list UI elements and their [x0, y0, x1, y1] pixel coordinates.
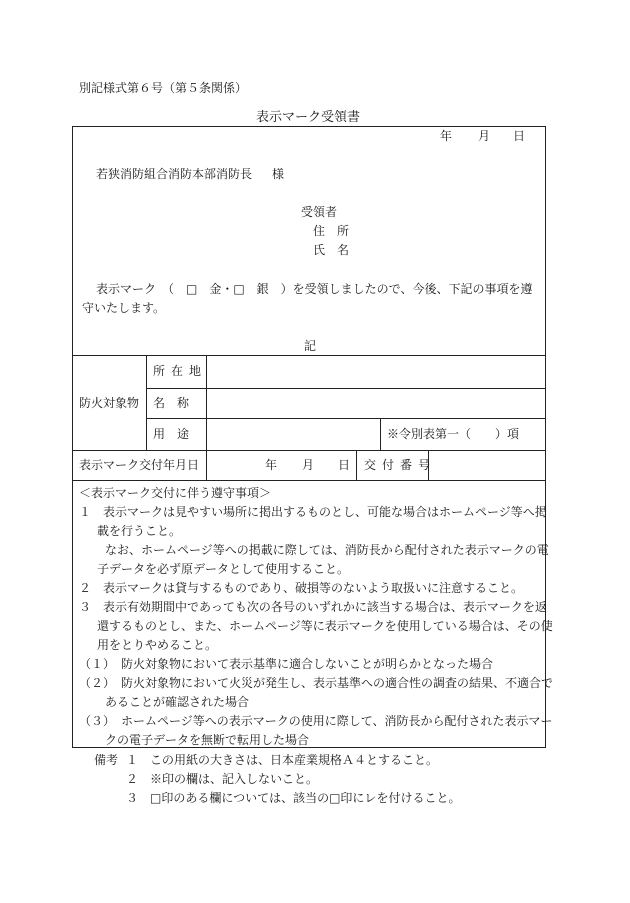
- frame-right: [545, 126, 546, 748]
- rule-line: なお、ホームページ等への掲載に際しては、消防長から配付された表示マークの電: [105, 543, 549, 557]
- date-year: 年: [440, 129, 453, 143]
- ki-label: 記: [304, 339, 317, 353]
- table-row-line-3: [72, 450, 546, 451]
- honorific: 様: [272, 167, 285, 181]
- use-label: 用 途: [153, 427, 190, 441]
- rule-line: クの電子データを無断で転用した場合: [105, 733, 310, 747]
- use-note: ※令別表第一（ ）項: [387, 427, 520, 441]
- statement-line-1: 表示マーク （ □ 金・□ 銀 ）を受領しましたので、今後、下記の事項を遵: [96, 282, 533, 296]
- rule-line: あることが確認された場合: [105, 695, 250, 709]
- rules-header: ＜表示マーク交付に伴う遵守事項＞: [79, 486, 272, 500]
- rule-line: 還するものとし、また、ホームページ等に表示マークを使用している場合は、その使: [97, 619, 553, 633]
- receiver-address-label: 住 所: [313, 224, 350, 238]
- table-col-line-4: [380, 418, 381, 450]
- issue-date-label: 表示マーク交付年月日: [79, 458, 200, 472]
- statement-line-2: 守いたします。: [82, 301, 166, 315]
- notes-label: 備考: [94, 753, 119, 767]
- issue-date-month: 月: [302, 458, 315, 472]
- location-label: 所在地: [153, 364, 208, 378]
- issue-date-year: 年: [265, 458, 278, 472]
- table-col-line-3: [356, 450, 357, 480]
- frame-left: [72, 126, 73, 748]
- rule-line: ３ 表示有効期間中であっても次の各号のいずれかに該当する場合は、表示マークを返: [79, 600, 547, 614]
- addressee: 若狭消防組合消防本部消防長: [96, 167, 253, 181]
- rule-line: 用をとりやめること。: [97, 638, 218, 652]
- rule-line: 子データを必ず原データとして使用すること。: [97, 562, 350, 576]
- issue-number-label: 交付番号: [364, 458, 437, 472]
- rule-line: （２） 防火対象物において火災が発生し、表示基準への適合性の調査の結果、不適合で: [79, 676, 554, 690]
- frame-top: [72, 126, 546, 127]
- rule-line: （３） ホームページ等への表示マークの使用に際して、消防長から配付された表示マー: [79, 714, 553, 728]
- form-id: 別記様式第６号（第５条関係）: [79, 81, 248, 95]
- date-month: 月: [478, 129, 491, 143]
- note-item: ３ □印のある欄については、該当の□印にレを付けること。: [126, 791, 461, 805]
- receiver-label: 受領者: [301, 205, 338, 219]
- table-col-line-1: [146, 355, 147, 450]
- frame-bottom: [72, 747, 546, 748]
- rule-line: １ 表示マークは見やすい場所に掲出するものとし、可能な場合はホームページ等へ掲: [79, 505, 547, 519]
- receiver-name-label: 氏 名: [313, 243, 350, 257]
- name-label: 名 称: [153, 396, 190, 410]
- note-item: ２ ※印の欄は、記入しないこと。: [126, 772, 319, 786]
- rule-line: ２ 表示マークは貸与するものであり、破損等のないよう取扱いに注意すること。: [79, 581, 524, 595]
- issue-date-day: 日: [338, 458, 351, 472]
- form-title: 表示マーク受領書: [256, 110, 361, 125]
- table-top-line: [72, 355, 546, 356]
- rule-line: （１） 防火対象物において表示基準に適合しないことが明らかとなった場合: [79, 657, 494, 671]
- note-item: １ この用紙の大きさは、日本産業規格Ａ４とすること。: [126, 753, 439, 767]
- table-bottom-line: [72, 480, 546, 481]
- date-day: 日: [513, 129, 526, 143]
- fire-object-label: 防火対象物: [79, 396, 140, 410]
- rule-line: 載を行うこと。: [97, 524, 182, 538]
